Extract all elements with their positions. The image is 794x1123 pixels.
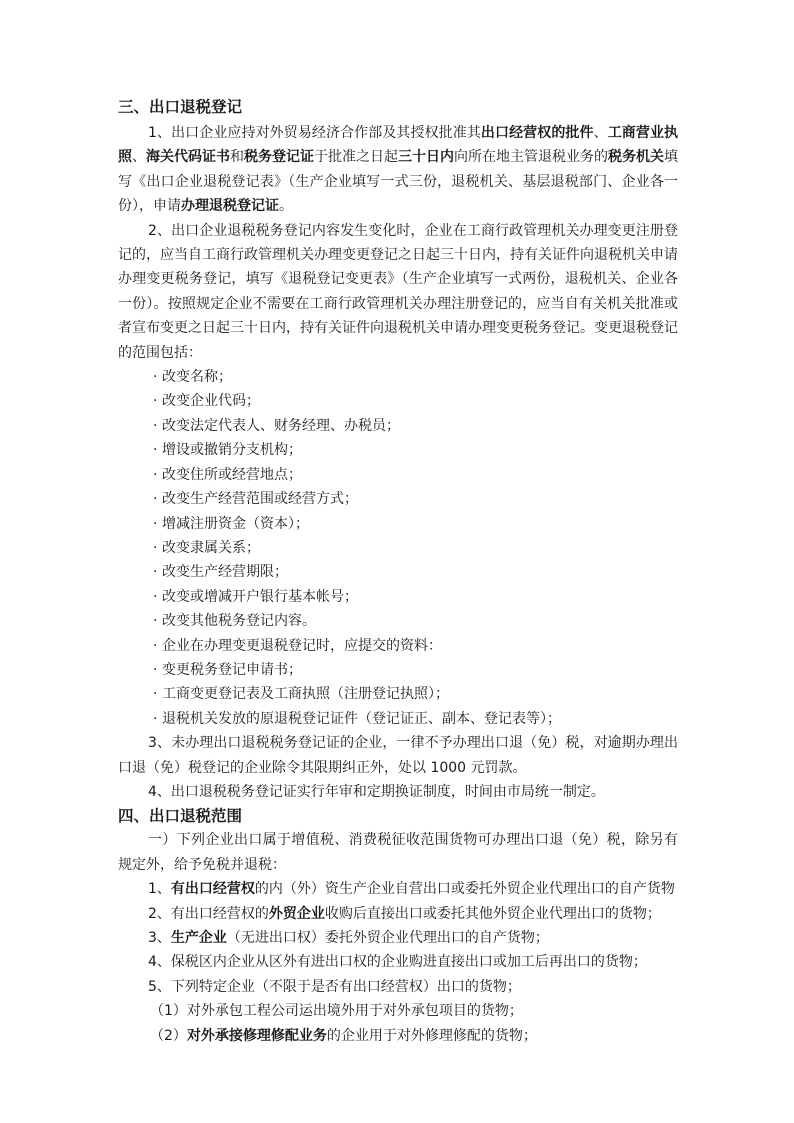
- bullet-dot-icon: ·: [153, 637, 158, 654]
- list-item-text: 改变法定代表人、财务经理、办税员；: [162, 417, 400, 434]
- text-run: 1、: [148, 881, 171, 898]
- text-run: 的内（外）资生产企业自营出口或委托外贸企业代理出口的自产货物: [254, 881, 675, 898]
- bold-run: 外贸企业: [268, 905, 325, 922]
- bold-run: 出口经营权的批件: [480, 125, 594, 141]
- bold-run: 对外承接修理修配业务: [186, 1027, 327, 1044]
- list-item-text: 改变住所或经营地点；: [162, 466, 302, 483]
- list-item-text: 改变生产经营期限；: [162, 564, 288, 581]
- bullet-dot-icon: ·: [153, 369, 158, 386]
- paragraph-4: 4、出口退税税务登记证实行年审和定期换证制度，时间由市局统一制定。: [148, 783, 605, 800]
- bold-run: 生产企业: [170, 930, 227, 946]
- scope-item: [118, 902, 678, 926]
- scope-items: [118, 877, 678, 999]
- text-run: 和: [230, 149, 244, 166]
- text-run: 3、: [148, 930, 171, 946]
- scope-item: [118, 950, 678, 974]
- list-item: [118, 609, 678, 633]
- scope-item: [118, 926, 678, 950]
- bullet-dot-icon: ·: [153, 539, 158, 556]
- text-run: 于批准之日起: [314, 149, 398, 166]
- list-item: [118, 414, 678, 438]
- list-item: [118, 585, 678, 609]
- text-run: 。: [279, 198, 293, 215]
- list-item: [118, 389, 678, 413]
- bold-run: 办理退税登记证: [181, 198, 279, 215]
- text-run: 2、有出口经营权的: [148, 905, 269, 922]
- bold-run: 税务机关: [608, 149, 664, 166]
- bullet-dot-icon: ·: [153, 417, 158, 434]
- list-item: [118, 512, 678, 536]
- bullet-dot-icon: ·: [153, 491, 158, 508]
- text-run: 向所在地主管退税业务的: [454, 149, 608, 166]
- text-run: 、: [132, 149, 146, 166]
- list-item-text: 改变其他税务登记内容。: [162, 613, 316, 630]
- bullet-dot-icon: ·: [153, 393, 158, 410]
- list-item: [118, 707, 678, 731]
- bold-run: 工商营业执照: [118, 125, 679, 166]
- scope-sub-items: [118, 999, 678, 1048]
- scope-sub-item: [118, 1024, 678, 1048]
- text-run: （1）对外承包工程公司运出境外用于对外承包项目的货物；: [150, 1003, 523, 1020]
- scope-item: [118, 877, 678, 901]
- list-item: [118, 438, 678, 462]
- paragraph-3: 3、未办理出口退税税务登记证的企业，一律不予办理出口退（免）税，对逾期办理出口退（免）税登记的企业除令其限期纠正外，处以 1000 元罚款。: [118, 735, 678, 776]
- list-item-text: 工商变更登记表及工商执照（注册登记执照）；: [162, 686, 449, 703]
- bold-run: 税务登记证: [244, 149, 314, 166]
- scope-sub-item: [118, 999, 678, 1023]
- list-item-text: 改变隶属关系；: [162, 539, 260, 556]
- bullet-dot-icon: ·: [153, 515, 158, 532]
- list-item-text: 改变企业代码；: [162, 393, 260, 410]
- list-item-text: 企业在办理变更退税登记时，应提交的资料：: [162, 637, 442, 654]
- paragraph-1: [118, 121, 678, 219]
- text-run: （无进出口权）委托外贸企业代理出口的自产货物；: [226, 930, 549, 946]
- change-scope-list: [118, 365, 678, 731]
- text-run: 的企业用于对外修理修配的货物；: [326, 1027, 537, 1044]
- section-heading-export-tax-refund-scope: 四、出口退税范围: [118, 807, 243, 826]
- scope-intro: 一）下列企业出口属于增值税、消费税征收范围货物可办理出口退（免）税，除另有规定外，给予免税并退税：: [118, 832, 678, 873]
- section-heading-export-tax-refund-registration: 三、出口退税登记: [118, 98, 243, 116]
- bullet-dot-icon: ·: [153, 466, 158, 483]
- list-item: [118, 658, 678, 682]
- bullet-dot-icon: ·: [153, 564, 158, 581]
- text-run: 4、保税区内企业从区外有进出口权的企业购进直接出口或加工后再出口的货物；: [148, 954, 647, 971]
- paragraph-2: 2、出口企业退税税务登记内容发生变化时，企业在工商行政管理机关办理变更注册登记的，应当自工商行政管理机关办理变更登记之日起三十日内，持有关证件向退税机关申请办理变更税务登记，填写《退税登记变更表》（生产企业填写一式两份，退税机关、企业各一份）。按照规定企业不需要在工商行政管理机关办理注册登记的，应当自有关机关批准或者宣布变更之日起三十日内，持有关证件向退税机关申请办理变更税务登记。变更退税登记的范围包括：: [118, 222, 678, 361]
- bullet-dot-icon: ·: [153, 613, 158, 630]
- text-run: 收购后直接出口或委托其他外贸企业代理出口的货物；: [324, 905, 661, 922]
- text-run: （2）: [150, 1027, 187, 1044]
- list-item: [118, 634, 678, 658]
- list-item: [118, 365, 678, 389]
- list-item: [118, 536, 678, 560]
- list-item-text: 改变名称；: [162, 369, 232, 386]
- scope-item: [118, 975, 678, 999]
- bullet-dot-icon: ·: [153, 710, 158, 727]
- document-page: [118, 95, 678, 1048]
- bullet-dot-icon: ·: [153, 686, 158, 703]
- bullet-dot-icon: ·: [153, 442, 158, 459]
- text-run: 填写《出口企业退税登记表》（生产企业填写一式三份，退税机关、基层退税部门、企业各一份），申请: [118, 149, 678, 215]
- list-item-text: 增设或撤销分支机构；: [162, 442, 302, 459]
- bold-run: 海关代码证书: [146, 149, 230, 166]
- list-item: [118, 560, 678, 584]
- bold-run: 有出口经营权: [170, 881, 255, 898]
- list-item: [118, 682, 678, 706]
- bullet-dot-icon: ·: [153, 588, 158, 605]
- list-item-text: 变更税务登记申请书；: [162, 661, 302, 678]
- list-item: [118, 463, 678, 487]
- text-run: 、: [593, 125, 608, 141]
- bullet-dot-icon: ·: [153, 661, 158, 678]
- list-item-text: 增减注册资金（资本）；: [162, 515, 309, 532]
- list-item-text: 改变生产经营范围或经营方式；: [162, 491, 358, 508]
- list-item: [118, 487, 678, 511]
- bold-run: 三十日内: [398, 149, 454, 166]
- text-run: 1、出口企业应持对外贸易经济合作部及其授权批准其: [148, 125, 481, 141]
- list-item-text: 退税机关发放的原退税登记证件（登记证正、副本、登记表等）；: [162, 710, 561, 727]
- list-item-text: 改变或增减开户银行基本帐号；: [162, 588, 358, 605]
- text-run: 5、下列特定企业（不限于是否有出口经营权）出口的货物；: [148, 978, 521, 995]
